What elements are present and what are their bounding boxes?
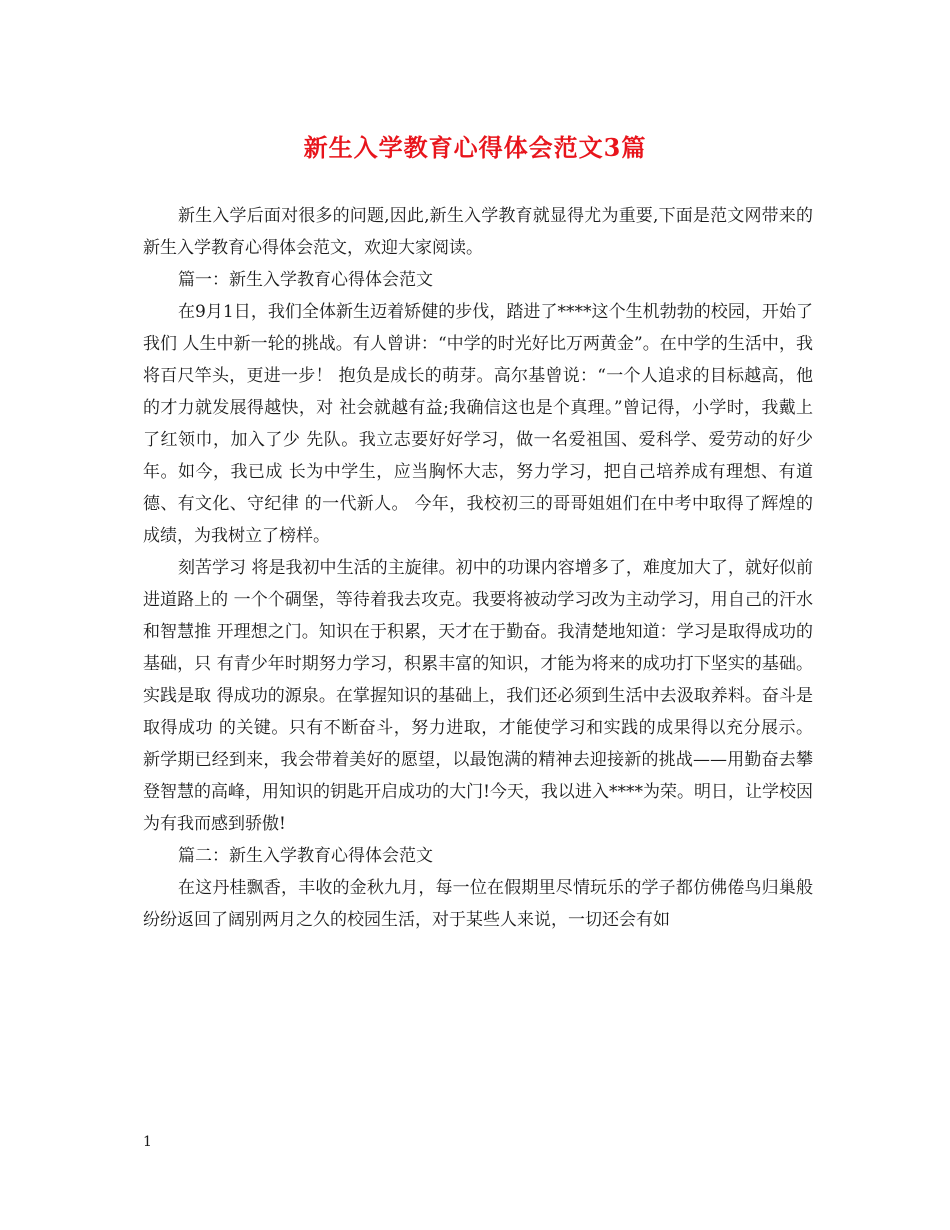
page-number: 1 <box>143 1134 152 1150</box>
intro-paragraph: 新生入学后面对很多的问题,因此,新生入学教育就显得尤为重要,下面是范文网带来的新生入学教育心得体会范文，欢迎大家阅读。 <box>143 206 813 258</box>
section-2-heading: 篇二：新生入学教育心得体会范文 <box>178 846 433 866</box>
document-title: 新生入学教育心得体会范文3篇 <box>303 133 647 162</box>
section-2-paragraph-1: 在这丹桂飘香，丰收的金秋九月，每一位在假期里尽情玩乐的学子都仿佛倦鸟归巢般纷纷返回了阔别两月之久的校园生活，对于某些人来说，一切还会有如 <box>143 878 813 930</box>
document-body <box>143 200 813 936</box>
section-1-paragraph-1: 在9月1日，我们全体新生迈着矫健的步伐，踏进了****这个生机勃勃的校园，开始了我们 人生中新一轮的挑战。有人曾讲：“中学的时光好比万两黄金”。在中学的生活中，我将百尺竿头，更进一步！ 抱负是成长的萌芽。高尔基曾说：“一个人追求的目标越高，他的才力就发展得越快，对 社会就越有益;我确信这也是个真理。”曾记得，小学时，我戴上了红领巾，加入了少 先队。我立志要好好学习，做一名爱祖国、爱科学、爱劳动的好少年。如今，我已成 长为中学生，应当胸怀大志，努力学习，把自己培养成有理想、有道德、有文化、守纪律 的一代新人。 今年，我校初三的哥哥姐姐们在中考中取得了辉煌的成绩，为我树立了榜样。 <box>143 302 813 546</box>
section-1-heading: 篇一：新生入学教育心得体会范文 <box>178 270 433 290</box>
section-1-paragraph-2: 刻苦学习 将是我初中生活的主旋律。初中的功课内容增多了，难度加大了，就好似前进道路上的 一个个碉堡，等待着我去攻克。我要将被动学习改为主动学习，用自己的汗水和智慧推 开理想之门。知识在于积累，天才在于勤奋。我清楚地知道：学习是取得成功的基础，只 有青少年时期努力学习，积累丰富的知识，才能为将来的成功打下坚实的基础。实践是取 得成功的源泉。在掌握知识的基础上，我们还必须到生活中去汲取养料。奋斗是取得成功 的关键。只有不断奋斗，努力进取，才能使学习和实践的成果得以充分展示。 新学期已经到来，我会带着美好的愿望，以最饱满的精神去迎接新的挑战——用勤奋去攀登智慧的高峰，用知识的钥匙开启成功的大门!今天，我以进入****为荣。明日，让学校因为有我而感到骄傲! <box>143 558 813 834</box>
